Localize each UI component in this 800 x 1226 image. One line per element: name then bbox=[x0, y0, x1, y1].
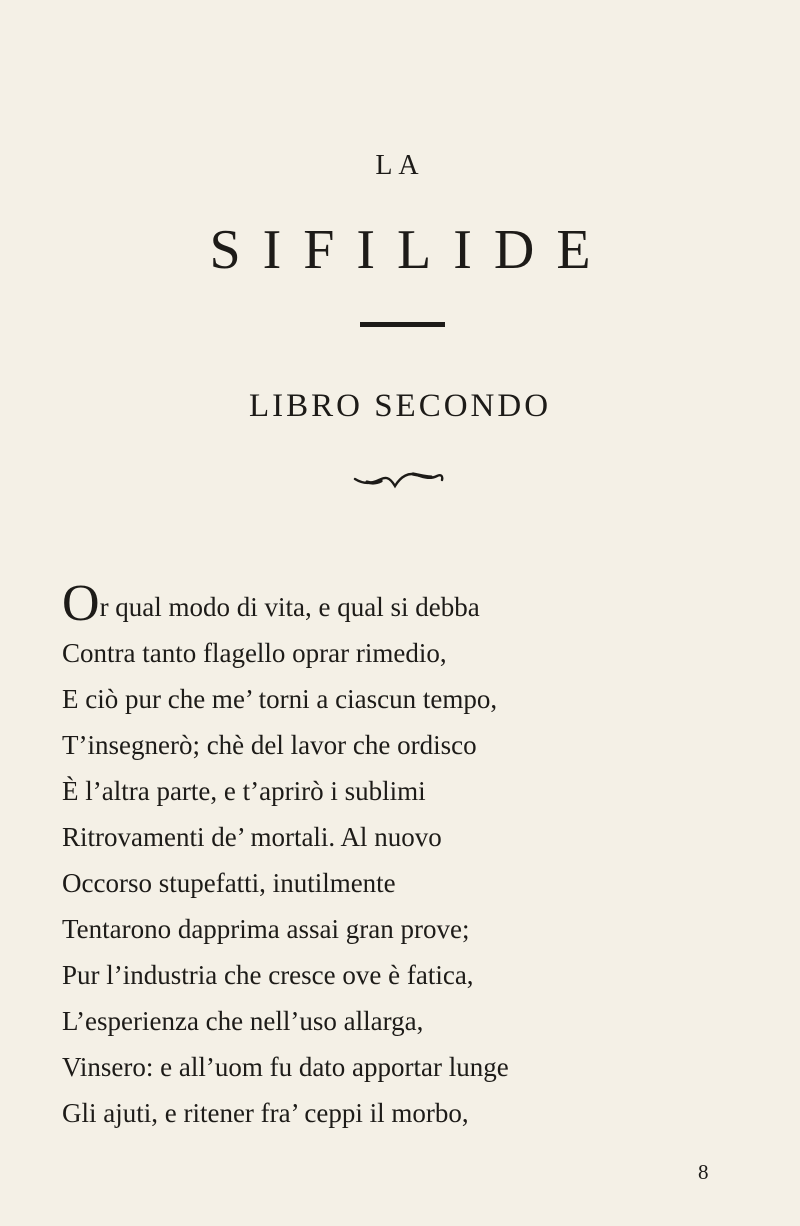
wavy-ornament-icon bbox=[353, 470, 445, 492]
title-article: LA bbox=[375, 150, 425, 181]
verse-line bbox=[62, 575, 742, 632]
first-line-text: r qual modo di vita, e qual si debba bbox=[99, 592, 480, 622]
title-rule bbox=[360, 322, 445, 327]
book-heading: LIBRO SECONDO bbox=[248, 388, 552, 424]
page-number: 8 bbox=[698, 1160, 709, 1184]
page-title: SIFILIDE bbox=[209, 219, 613, 281]
verse-line: L’esperienza che nell’uso allarga, bbox=[62, 1006, 424, 1036]
verse-line: T’insegnerò; chè del lavor che ordisco bbox=[62, 730, 477, 760]
verse-line: Tentarono dapprima assai gran prove; bbox=[62, 914, 470, 944]
verse-line: Contra tanto flagello oprar rimedio, bbox=[62, 638, 447, 668]
verse-line: Pur l’industria che cresce ove è fatica, bbox=[62, 960, 474, 990]
verse-line: Gli ajuti, e ritener fra’ ceppi il morbo, bbox=[62, 1098, 469, 1128]
verse-line: Ritrovamenti de’ mortali. Al nuovo bbox=[62, 822, 442, 852]
drop-cap: O bbox=[62, 575, 100, 632]
verse-block bbox=[62, 575, 742, 1136]
verse-line: E ciò pur che me’ torni a ciascun tempo, bbox=[62, 684, 498, 714]
verse-line: Occorso stupefatti, inutilmente bbox=[62, 868, 396, 898]
verse-line: È l’altra parte, e t’aprirò i sublimi bbox=[62, 776, 426, 806]
verse-line: Vinsero: e all’uom fu dato apportar lunge bbox=[62, 1052, 509, 1082]
